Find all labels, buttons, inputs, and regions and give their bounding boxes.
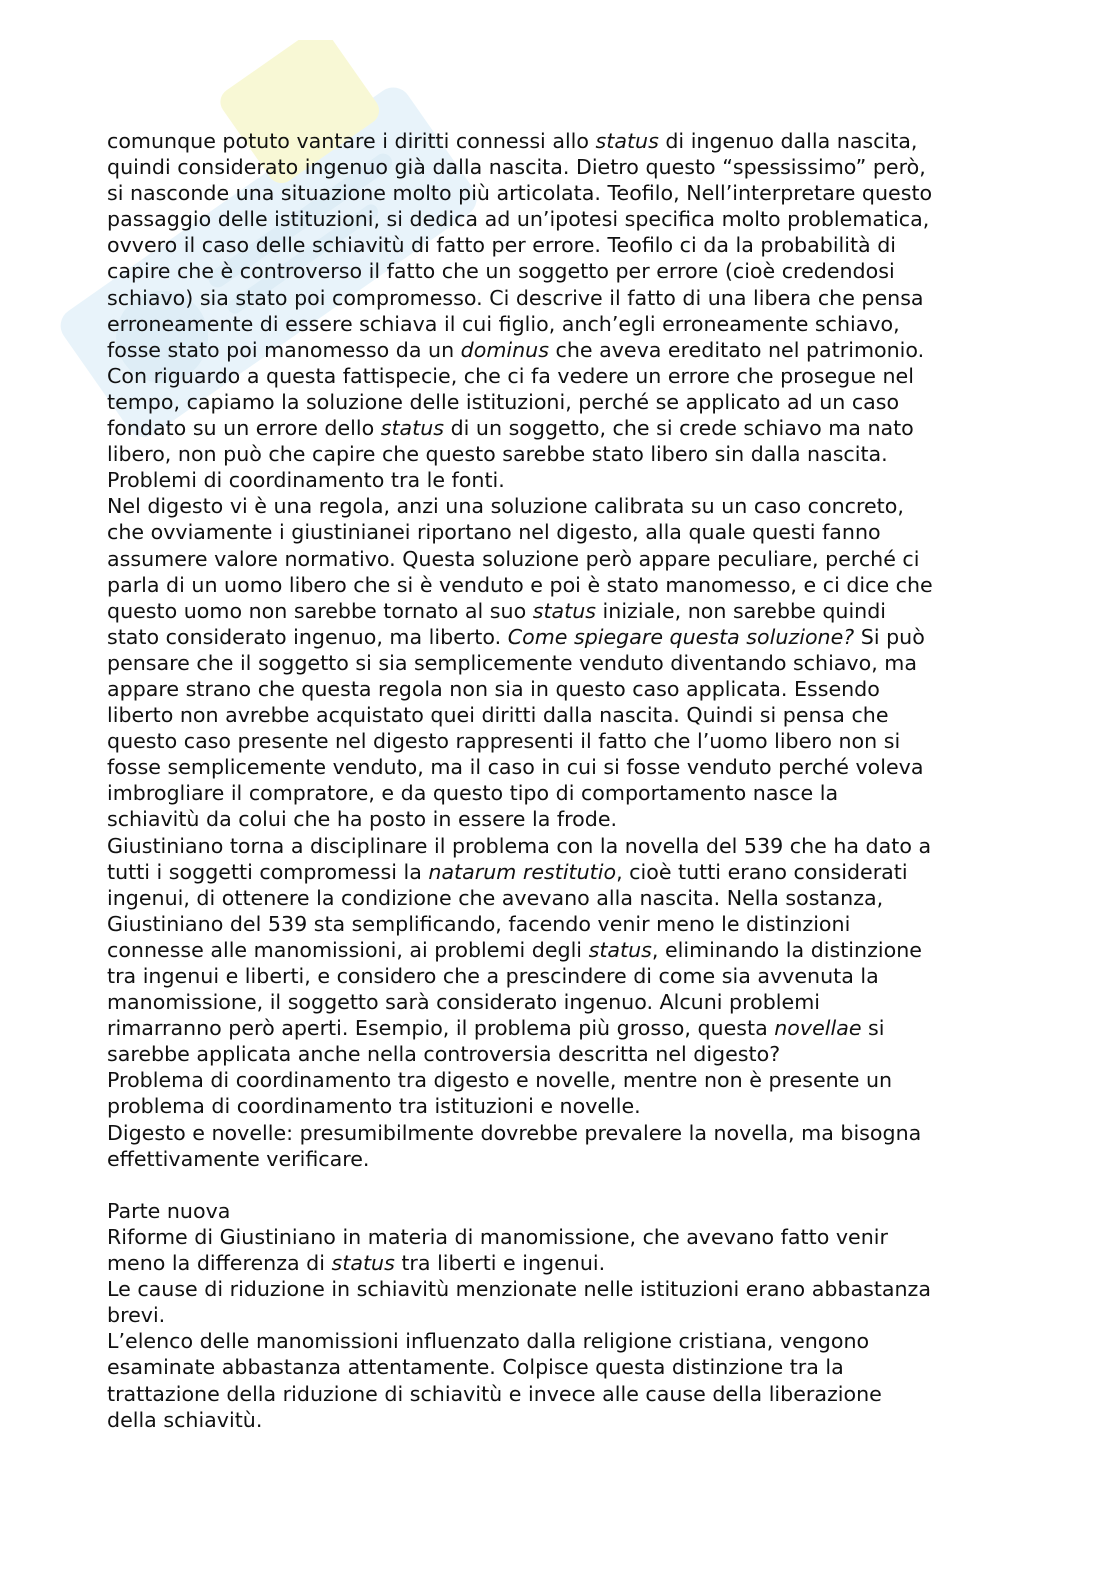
text-run: parla di un uomo libero che si è venduto e poi è stato manomesso, e ci dice che [107,572,933,597]
text-run: che aveva ereditato nel patrimonio. [548,337,925,362]
text-run: fosse stato poi manomesso da un [107,337,461,362]
text-run: L’elenco delle manomissioni influenzato dalla religione cristiana, vengono [107,1329,870,1354]
text-run: Giustiniano torna a disciplinare il problema con la novella del 539 che ha dato a [107,833,932,858]
document-body [107,128,1017,1433]
text-line [107,337,1017,363]
text-line [107,1302,1017,1328]
text-run: si [861,1016,885,1041]
text-line [107,363,1017,389]
text-line [107,519,1017,545]
text-line [107,833,1017,859]
text-run: effettivamente verificare. [107,1146,370,1171]
text-line [107,1407,1017,1433]
text-run: manomissione, il soggetto sarà considerato ingenuo. Alcuni problemi [107,990,820,1015]
text-line [107,467,1017,493]
text-line [107,650,1017,676]
italic-term: status [588,937,652,962]
text-line [107,624,1017,650]
text-line [107,1067,1017,1093]
text-run: tra liberti e ingenui. [394,1251,606,1276]
text-run: Con riguardo a questa fattispecie, che ci fa vedere un errore che prosegue nel [107,363,914,388]
text-run: imbrogliare il compratore, e da questo tipo di comportamento nasce la [107,781,839,806]
text-line [107,1328,1017,1354]
text-run: Digesto e novelle: presumibilmente dovrebbe prevalere la novella, ma bisogna [107,1120,922,1145]
text-line [107,546,1017,572]
text-run: Si può [854,624,925,649]
text-line [107,806,1017,832]
text-run: schiavitù da colui che ha posto in essere la frode. [107,807,618,832]
text-run: della schiavitù. [107,1407,263,1432]
text-line [107,754,1017,780]
text-line [107,206,1017,232]
text-run: esaminate abbastanza attentamente. Colpisce questa distinzione tra la [107,1355,844,1380]
text-line [107,154,1017,180]
text-line [107,258,1017,284]
text-run: tra ingenui e liberti, e considero che a prescindere di come sia avvenuta la [107,964,879,988]
text-run: erroneamente di essere schiava il cui figlio, anch’egli erroneamente schiavo, [107,311,900,336]
text-run: sarebbe applicata anche nella controversia descritta nel digesto? [107,1042,781,1067]
text-line [107,1015,1017,1041]
text-run: problema di coordinamento tra istituzioni e novelle. [107,1094,641,1119]
text-line [107,937,1017,963]
text-run: di ingenuo dalla nascita, [658,129,918,153]
text-run: assumere valore normativo. Questa soluzione però appare peculiare, perché ci [107,546,920,571]
text-line [107,1146,1017,1172]
text-run: Problema di coordinamento tra digesto e novelle, mentre non è presente un [107,1068,893,1093]
text-run: iniziale, non sarebbe quindi [596,598,887,623]
text-run: passaggio delle istituzioni, si dedica ad un’ipotesi specifica molto problematica, [107,207,930,232]
italic-term: novellae [774,1016,862,1041]
text-run: liberto non avrebbe acquistato quei diritti dalla nascita. Quindi si pensa che [107,703,889,728]
text-line [107,911,1017,937]
text-run: Parte nuova [107,1198,231,1223]
text-run: , cioè tutti erano considerati [616,859,908,884]
italic-term: status [532,598,597,623]
text-line [107,1250,1017,1276]
text-line [107,885,1017,911]
text-line [107,180,1017,206]
text-run: fosse semplicemente venduto, ma il caso in cui si fosse venduto perché voleva [107,755,924,780]
text-run: si nasconde una situazione molto più articolata. Teofilo, Nell’interpretare questo [107,181,933,206]
text-line [107,441,1017,467]
italic-term: Come spiegare questa soluzione? [507,624,855,649]
text-run: Problemi di coordinamento tra le fonti. [107,468,505,493]
text-run: di un soggetto, che si crede schiavo ma nato [444,416,914,441]
text-line [107,285,1017,311]
text-line [107,232,1017,258]
italic-term: dominus [460,337,549,362]
text-line [107,389,1017,415]
text-run: questo caso presente nel digesto rappresenti il fatto che l’uomo libero non si [107,729,901,754]
text-run: questo uomo non sarebbe tornato al suo [107,598,533,623]
text-line [107,572,1017,598]
text-run: che ovviamente i giustinianei riportano nel digesto, alla quale questi fanno [107,520,881,545]
text-line [107,1120,1017,1146]
text-line [107,676,1017,702]
text-line [107,702,1017,728]
text-run: comunque potuto vantare i diritti connessi allo [107,129,596,153]
text-line [107,859,1017,885]
text-run: capire che è controverso il fatto che un soggetto per errore (cioè credendosi [107,259,895,284]
text-run: meno la differenza di [107,1251,332,1276]
text-line [107,1093,1017,1119]
text-run: trattazione della riduzione di schiavitù e invece alle cause della liberazione [107,1381,882,1406]
italic-term: natarum restitutio [428,859,617,884]
text-run: stato considerato ingenuo, ma liberto. [107,624,508,649]
italic-term: status [331,1251,395,1276]
text-run: rimarranno però aperti. Esempio, il problema più grosso, questa [107,1016,775,1041]
text-run: ovvero il caso delle schiavitù di fatto per errore. Teofilo ci da la probabilità di [107,233,897,258]
text-line [107,128,1017,154]
text-run: appare strano che questa regola non sia in questo caso applicata. Essendo [107,676,880,701]
text-line [107,989,1017,1015]
text-run: Giustiniano del 539 sta semplificando, facendo venir meno le distinzioni [107,911,851,936]
text-run: libero, non può che capire che questo sarebbe stato libero sin dalla nascita. [107,442,888,467]
text-run: , eliminando la distinzione [651,937,922,962]
text-line [107,1041,1017,1067]
text-line [107,1381,1017,1407]
text-run: brevi. [107,1303,166,1328]
text-line [107,780,1017,806]
text-line [107,1354,1017,1380]
italic-term: status [380,416,445,441]
text-run: tutti i soggetti compromessi la [107,859,429,884]
text-run: fondato su un errore dello [107,416,381,441]
text-line [107,1276,1017,1302]
italic-term: status [595,129,659,153]
text-line [107,963,1017,989]
text-run: Riforme di Giustiniano in materia di manomissione, che avevano fatto venir [107,1224,888,1249]
text-run: ingenui, di ottenere la condizione che avevano alla nascita. Nella sostanza, [107,885,884,910]
text-line [107,728,1017,754]
text-run: tempo, capiamo la soluzione delle istituzioni, perché se applicato ad un caso [107,389,900,414]
text-line [107,598,1017,624]
text-run: quindi considerato ingenuo già dalla nascita. Dietro questo “spessissimo” però, [107,155,926,180]
text-line [107,415,1017,441]
text-line [107,1224,1017,1250]
text-line [107,1198,1017,1224]
text-line [107,311,1017,337]
text-run: connesse alle manomissioni, ai problemi degli [107,937,589,962]
text-run: schiavo) sia stato poi compromesso. Ci descrive il fatto di una libera che pensa [107,285,924,310]
text-run: Nel digesto vi è una regola, anzi una soluzione calibrata su un caso concreto, [107,494,904,519]
text-line [107,493,1017,519]
text-run: Le cause di riduzione in schiavitù menzionate nelle istituzioni erano abbastanza [107,1277,931,1302]
text-run: pensare che il soggetto si sia semplicemente venduto diventando schiavo, ma [107,650,917,675]
text-line [107,1172,1017,1198]
